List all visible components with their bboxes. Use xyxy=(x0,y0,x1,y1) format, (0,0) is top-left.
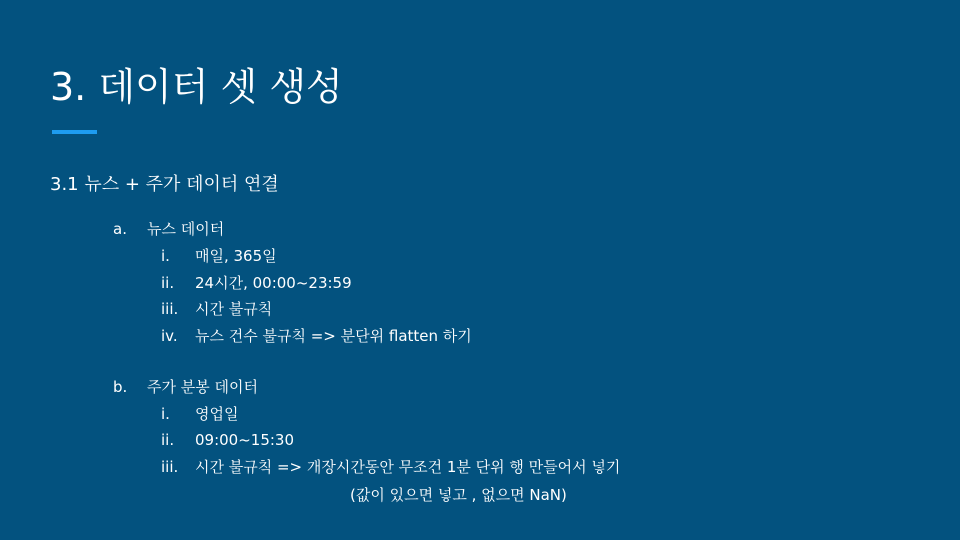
sub-list-marker: ii. xyxy=(161,431,175,449)
list-item-label: 뉴스 데이터 xyxy=(147,220,225,238)
sub-list-text: 매일, 365일 xyxy=(195,247,277,265)
list-marker: b. xyxy=(113,378,128,396)
section-heading: 3.1 뉴스 + 주가 데이터 연결 xyxy=(50,174,279,195)
title-accent-bar xyxy=(52,130,97,134)
sub-list-marker: iii. xyxy=(161,300,179,318)
sub-list-text: 뉴스 건수 불규칙 => 분단위 flatten 하기 xyxy=(195,327,472,345)
sub-list-marker: i. xyxy=(161,247,170,265)
sub-list-marker: i. xyxy=(161,405,170,423)
sub-list-text: 09:00~15:30 xyxy=(195,431,295,449)
list-marker: a. xyxy=(113,220,127,238)
slide-title: 3. 데이터 셋 생성 xyxy=(50,65,343,109)
sub-list-text: 시간 불규칙 => 개장시간동안 무조건 1분 단위 행 만들어서 넣기 xyxy=(195,458,621,476)
sub-list-text: 24시간, 00:00~23:59 xyxy=(195,274,352,292)
continuation-note: (값이 있으면 넣고 , 없으면 NaN) xyxy=(350,486,567,504)
sub-list-text: 시간 불규칙 xyxy=(195,300,273,318)
sub-list-marker: ii. xyxy=(161,274,175,292)
sub-list-marker: iii. xyxy=(161,458,179,476)
sub-list-text: 영업일 xyxy=(195,405,239,423)
sub-list-marker: iv. xyxy=(161,327,178,345)
list-item-label: 주가 분봉 데이터 xyxy=(147,378,258,396)
